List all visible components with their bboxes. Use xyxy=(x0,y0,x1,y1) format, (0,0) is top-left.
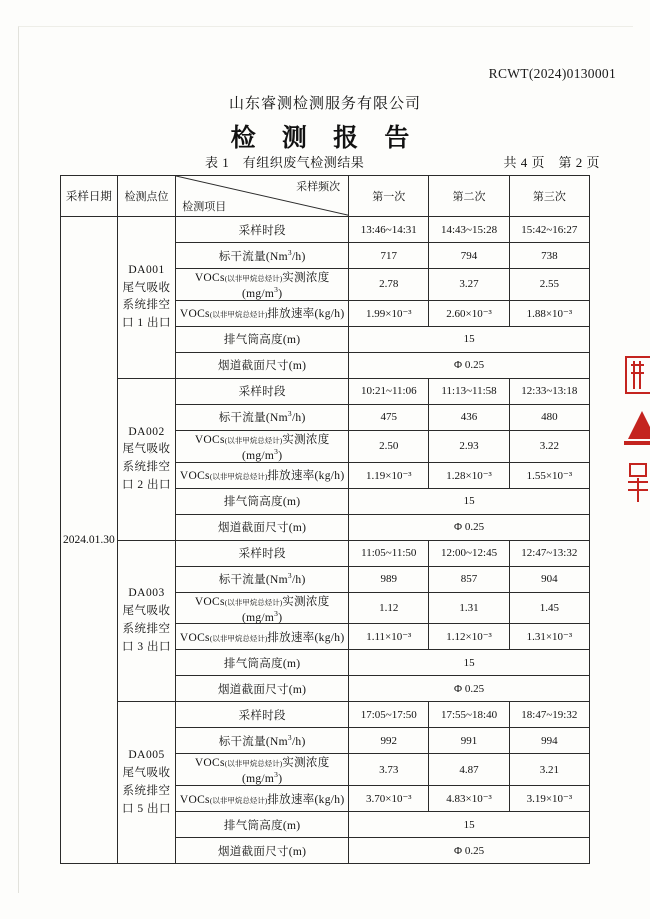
g1-flow-1: 717 xyxy=(349,243,429,269)
header-freq-2: 第二次 xyxy=(429,176,509,217)
row-label-conc: VOCs(以非甲烷总烃计)实测浓度$(mg/m^3)$ xyxy=(176,430,349,462)
g2-flow-1: 475 xyxy=(349,404,429,430)
row-label-conc: VOCs(以非甲烷总烃计)实测浓度$(mg/m^3)$ xyxy=(176,592,349,624)
g4-rate-1: 3.70×10⁻³ xyxy=(349,786,429,812)
g1-time-1: 13:46~14:31 xyxy=(349,217,429,243)
table-row xyxy=(61,702,590,728)
g1-conc-3: 2.55 xyxy=(509,269,589,301)
results-table xyxy=(60,175,590,864)
sampling-date: 2024.01.30 xyxy=(61,217,118,864)
row-label-flow: 标干流量(Nm$^3$/h) xyxy=(176,566,349,592)
g2-time-2: 11:13~11:58 xyxy=(429,378,509,404)
g3-time-2: 12:00~12:45 xyxy=(429,540,509,566)
row-label-section: 烟道截面尺寸(m) xyxy=(176,514,349,540)
g3-conc-3: 1.45 xyxy=(509,592,589,624)
table-caption: 表 1 有组织废气检测结果 xyxy=(205,155,365,170)
g4-time-3: 18:47~19:32 xyxy=(509,702,589,728)
header-item-label: 检测项目 xyxy=(182,201,227,213)
row-label-rate: VOCs(以非甲烷总烃计)排放速率(kg/h) xyxy=(176,462,349,488)
red-seal-fragment-bottom xyxy=(624,460,650,506)
g4-conc-3: 3.21 xyxy=(509,754,589,786)
row-label-height: 排气筒高度(m) xyxy=(176,488,349,514)
point-cell-2 xyxy=(117,378,175,540)
g4-height: 15 xyxy=(349,812,590,838)
g3-rate-2: 1.12×10⁻³ xyxy=(429,624,509,650)
g1-height: 15 xyxy=(349,326,590,352)
g3-conc-2: 1.31 xyxy=(429,592,509,624)
g3-height: 15 xyxy=(349,650,590,676)
g2-flow-3: 480 xyxy=(509,404,589,430)
g3-flow-2: 857 xyxy=(429,566,509,592)
table-header xyxy=(61,176,590,217)
row-label-time: 采样时段 xyxy=(176,378,349,404)
page-number: 共 4 页 第 2 页 xyxy=(503,155,600,170)
point-cell-4 xyxy=(117,702,175,864)
g2-height: 15 xyxy=(349,488,590,514)
header-date: 采样日期 xyxy=(61,176,118,217)
point-code-3: DA003 xyxy=(128,587,165,600)
table-row xyxy=(61,540,590,566)
g1-time-2: 14:43~15:28 xyxy=(429,217,509,243)
header-frequency-label: 采样频次 xyxy=(296,181,341,193)
row-label-time: 采样时段 xyxy=(176,702,349,728)
g1-rate-3: 1.88×10⁻³ xyxy=(509,300,589,326)
g1-time-3: 15:42~16:27 xyxy=(509,217,589,243)
red-seal-fragment-top xyxy=(624,355,650,395)
row-label-height: 排气筒高度(m) xyxy=(176,326,349,352)
g3-conc-1: 1.12 xyxy=(349,592,429,624)
g2-section: Φ 0.25 xyxy=(349,514,590,540)
g4-rate-3: 3.19×10⁻³ xyxy=(509,786,589,812)
point-code-2: DA002 xyxy=(128,425,165,438)
g2-time-3: 12:33~13:18 xyxy=(509,378,589,404)
g3-rate-1: 1.11×10⁻³ xyxy=(349,624,429,650)
g4-flow-2: 991 xyxy=(429,728,509,754)
point-name-3: 尾气吸收 系统排空 口 3 出口 xyxy=(122,605,172,653)
header-diagonal xyxy=(176,176,349,217)
g3-rate-3: 1.31×10⁻³ xyxy=(509,624,589,650)
header-point: 检测点位 xyxy=(117,176,175,217)
document-code: RCWT(2024)0130001 xyxy=(488,66,616,81)
row-label-time: 采样时段 xyxy=(176,217,349,243)
row-label-conc: VOCs(以非甲烷总烃计)实测浓度$(mg/m^3)$ xyxy=(176,754,349,786)
g4-conc-2: 4.87 xyxy=(429,754,509,786)
row-label-section: 烟道截面尺寸(m) xyxy=(176,352,349,378)
row-label-height: 排气筒高度(m) xyxy=(176,812,349,838)
row-label-section: 烟道截面尺寸(m) xyxy=(176,676,349,702)
table-body xyxy=(61,217,590,864)
g4-flow-3: 994 xyxy=(509,728,589,754)
g2-rate-3: 1.55×10⁻³ xyxy=(509,462,589,488)
red-seal-fragment-middle xyxy=(624,405,650,447)
row-label-flow: 标干流量(Nm$^3$/h) xyxy=(176,404,349,430)
point-cell-1 xyxy=(117,217,175,379)
g1-flow-3: 738 xyxy=(509,243,589,269)
g2-conc-1: 2.50 xyxy=(349,430,429,462)
point-cell-3 xyxy=(117,540,175,702)
g1-flow-2: 794 xyxy=(429,243,509,269)
g1-rate-2: 2.60×10⁻³ xyxy=(429,300,509,326)
caption-row xyxy=(60,152,610,172)
row-label-rate: VOCs(以非甲烷总烃计)排放速率(kg/h) xyxy=(176,786,349,812)
g4-rate-2: 4.83×10⁻³ xyxy=(429,786,509,812)
company-name: 山东睿测检测服务有限公司 xyxy=(228,96,421,112)
g1-rate-1: 1.99×10⁻³ xyxy=(349,300,429,326)
g3-section: Φ 0.25 xyxy=(349,676,590,702)
g1-conc-2: 3.27 xyxy=(429,269,509,301)
g4-time-1: 17:05~17:50 xyxy=(349,702,429,728)
g2-conc-2: 2.93 xyxy=(429,430,509,462)
g3-flow-3: 904 xyxy=(509,566,589,592)
point-name-4: 尾气吸收 系统排空 口 5 出口 xyxy=(122,767,172,815)
g3-flow-1: 989 xyxy=(349,566,429,592)
row-label-section: 烟道截面尺寸(m) xyxy=(176,838,349,864)
g2-rate-2: 1.28×10⁻³ xyxy=(429,462,509,488)
g2-time-1: 10:21~11:06 xyxy=(349,378,429,404)
g1-section: Φ 0.25 xyxy=(349,352,590,378)
g2-conc-3: 3.22 xyxy=(509,430,589,462)
row-label-conc: VOCs(以非甲烷总烃计)实测浓度$(mg/m^3)$ xyxy=(176,269,349,301)
table-row xyxy=(61,217,590,243)
g4-flow-1: 992 xyxy=(349,728,429,754)
table-row xyxy=(61,378,590,404)
point-name-1: 尾气吸收 系统排空 口 1 出口 xyxy=(122,281,172,330)
header-freq-1: 第一次 xyxy=(349,176,429,217)
g2-flow-2: 436 xyxy=(429,404,509,430)
header-freq-3: 第三次 xyxy=(509,176,589,217)
row-label-flow: 标干流量(Nm$^3$/h) xyxy=(176,728,349,754)
g4-conc-1: 3.73 xyxy=(349,754,429,786)
row-label-time: 采样时段 xyxy=(176,540,349,566)
row-label-height: 排气筒高度(m) xyxy=(176,650,349,676)
row-label-flow: 标干流量(Nm$^3$/h) xyxy=(176,243,349,269)
g3-time-1: 11:05~11:50 xyxy=(349,540,429,566)
page-title: 检 测 报 告 xyxy=(230,125,420,152)
g4-time-2: 17:55~18:40 xyxy=(429,702,509,728)
g3-time-3: 12:47~13:32 xyxy=(509,540,589,566)
point-name-2: 尾气吸收 系统排空 口 2 出口 xyxy=(122,443,172,492)
g2-rate-1: 1.19×10⁻³ xyxy=(349,462,429,488)
point-code-4: DA005 xyxy=(128,749,165,762)
g4-section: Φ 0.25 xyxy=(349,838,590,864)
row-label-rate: VOCs(以非甲烷总烃计)排放速率(kg/h) xyxy=(176,624,349,650)
point-code-1: DA001 xyxy=(128,263,165,276)
row-label-rate: VOCs(以非甲烷总烃计)排放速率(kg/h) xyxy=(176,300,349,326)
g1-conc-1: 2.78 xyxy=(349,269,429,301)
